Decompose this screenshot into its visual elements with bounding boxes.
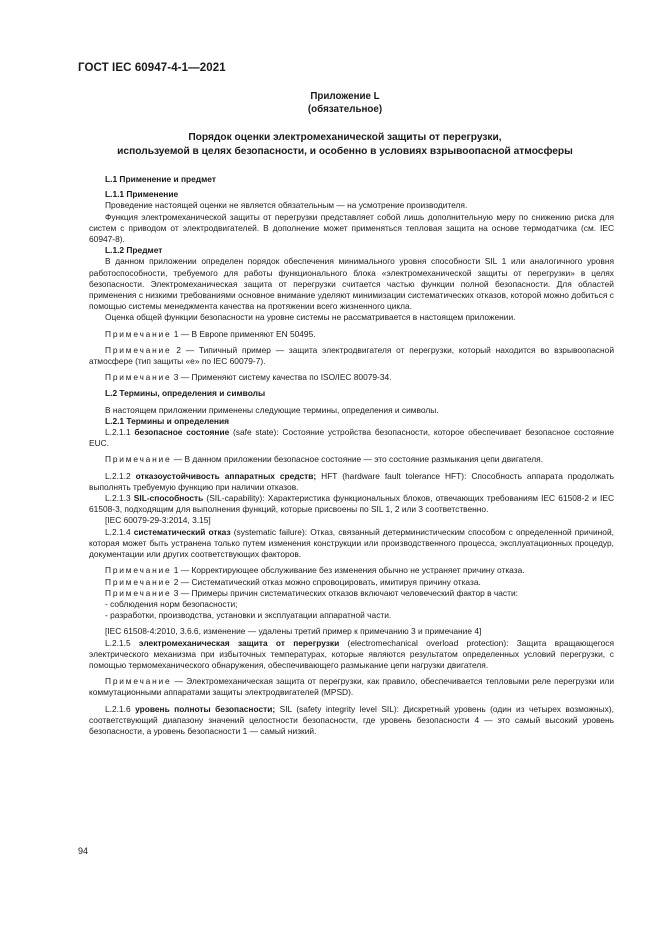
appendix-status: (обязательное) [307,104,383,115]
note [89,577,614,588]
note-label: Примечание [105,587,172,598]
note-text: 3 — Примеры причин систематических отказов включают человеческий фактор в части: [171,587,518,598]
term-source: [IEC 60079-29-3:2014, 3.15] [105,515,211,526]
term-name: отказоустойчивость аппаратных средств; [135,470,317,481]
title-line-2: используемой в целях безопасности, и особенно в условиях взрывоопасной атмосферы [117,146,573,157]
term-definition [89,704,614,738]
term-text: (safe state): Состояние устройства безопасности, которое обеспечивает безопасное состояние EUC. [89,427,614,449]
term-text: (systematic failure): Отказ, связанный детерминистическим способом с определенной причиной, которая может быть устранена только путем изменения конструкции или производственного процесса, эксплуатационных процедур, документации или других соответствующих факторов. [89,526,614,560]
title-line-1: Порядок оценки электромеханической защиты от перегрузки, [188,132,502,143]
note-label: Примечание [105,454,172,465]
term-name: SIL-способность [133,493,204,504]
section-heading: L.2.1 Термины и определения [105,415,230,426]
term-definition [89,471,614,493]
note-text: — В данном приложении безопасное состояние — это состояние размыкания цепи двигателя. [171,454,544,465]
paragraph: В данном приложении определен порядок обеспечения минимального уровня способности SIL 1 или аналогичного уровня работоспособности, требуемого для работы функционального блока «электромеханической защиты от перегрузки» в целях безопасности. Электромеханическая защита от перегрузки считается частью функции полной безопасности. Для областей применения с низкими требованиями основное внимание уделяют минимизации систематических отказов, которой можно добиться с помощью системы менеджмента качества на протяжении всего жизненного цикла. [89,256,614,312]
term-definition [89,493,614,515]
paragraph: В настоящем приложении применены следующие термины, определения и символы. [105,404,439,415]
term-source: [IEC 61508-4:2010, 3.6.6, изменение — удалены третий пример к примечанию 3 и примечание 4] [105,626,482,637]
section-heading: L.2 Термины, определения и символы [105,388,266,399]
paragraph: Проведение настоящей оценки не является обязательным — на усмотрение производителя. [105,200,468,211]
note [89,329,614,340]
note [89,372,614,383]
section-heading: L.1.2 Предмет [105,245,163,256]
document-title [60,131,630,159]
note-label: Примечание [105,372,172,383]
term-text: (electromechanical overload protection): Защита вращающегося электрического механизма при избыточных температурах, которые являются результатом определенных условий перегрузки, с помощью термомеханического обнаружения, обеспечивающего размыкание цепи нагрузки двигателя. [89,637,614,670]
note-list-item: - соблюдения норм безопасности; [105,598,238,609]
term-number: L.2.1.4 [105,526,134,537]
paragraph: Оценка общей функции безопасности на уровне системы не рассматривается в настоящем приложении. [105,312,516,323]
note [89,454,614,465]
term-definition [89,527,614,561]
term-number: L.2.1.6 [105,703,136,714]
note-text: 1 — Корректирующее обслуживание без изменения обычно не устраняет причину отказа. [171,565,525,576]
note-list-item: - разработки, производства, установки и эксплуатации аппаратной части. [105,610,392,621]
note-text: 1 — В Европе применяют EN 50495. [171,328,316,339]
note-text: 2 — Систематический отказ можно спровоцировать, имитируя причину отказа. [171,576,481,587]
term-number: L.2.1.3 [105,493,134,504]
term-name: безопасное состояние [134,427,230,438]
term-text: (SIL-capability): Характеристика функциональных блоков, отвечающих требованиям IEC 61508-2 и IEC 61508-3, подходящим для выполнения функций, которые присвоены по SIL 1, 2 или 3 соответственно. [89,493,614,515]
document-body [89,174,614,737]
note [89,588,614,599]
note-label: Примечание [105,328,172,339]
term-text: SIL (safety integrity level SIL): Дискретный уровень (один из четырех возможных), соответствующий диапазону значений целостности безопасности, где уровень безопасности 4 — это самый высокий уровень безопасности, а уровень безопасности 1 — самый низкий. [89,703,614,736]
term-definition [89,427,614,449]
note-label: Примечание [105,344,172,355]
term-number: L.2.1.2 [105,470,136,481]
note [89,676,614,698]
paragraph: Функция электромеханической защиты от перегрузки представляет собой лишь дополнительную меру по снижению риска для систем с приводом от электродвигателей. В дополнение может применяться тепловая защита на основе термодатчика (см. IEC 60947-8). [89,211,614,245]
note-text: 2 — Типичный пример — защита электродвигателя от перегрузки, который находится во взрывоопасной атмосфере (тип защиты «е» по IEC 60079-7). [89,344,614,367]
term-name: электромеханическая защита от перегрузки [138,637,340,648]
note-text: — Электромеханическая защита от перегрузки, как правило, обеспечивается тепловыми реле перегрузки или коммутационными аппаратами защиты электродвигателей (MPSD). [89,676,614,698]
appendix-title: Приложение L [310,91,380,102]
note-label: Примечание [105,576,172,587]
note-text: 3 — Применяют систему качества по ISO/IEC 80079-34. [171,372,392,383]
note [89,565,614,576]
term-text: HFT (hardware fault tolerance HFT): Способность аппарата продолжать выполнять требуемую функцию при наличии отказов. [89,470,614,492]
section-heading: L.1 Применение и предмет [105,174,216,184]
term-number: L.2.1.1 [105,427,135,438]
standard-header: ГОСТ IEC 60947-4-1—2021 [78,62,226,74]
term-name: уровень полноты безопасности; [135,703,276,714]
term-number: L.2.1.5 [105,637,139,648]
section-heading: L.1.1 Применение [105,189,179,200]
term-definition [89,638,614,672]
term-name: систематический отказ [133,526,231,537]
note [89,345,614,367]
note-label: Примечание [105,676,172,687]
note-label: Примечание [105,565,172,576]
page-number: 94 [78,846,89,856]
